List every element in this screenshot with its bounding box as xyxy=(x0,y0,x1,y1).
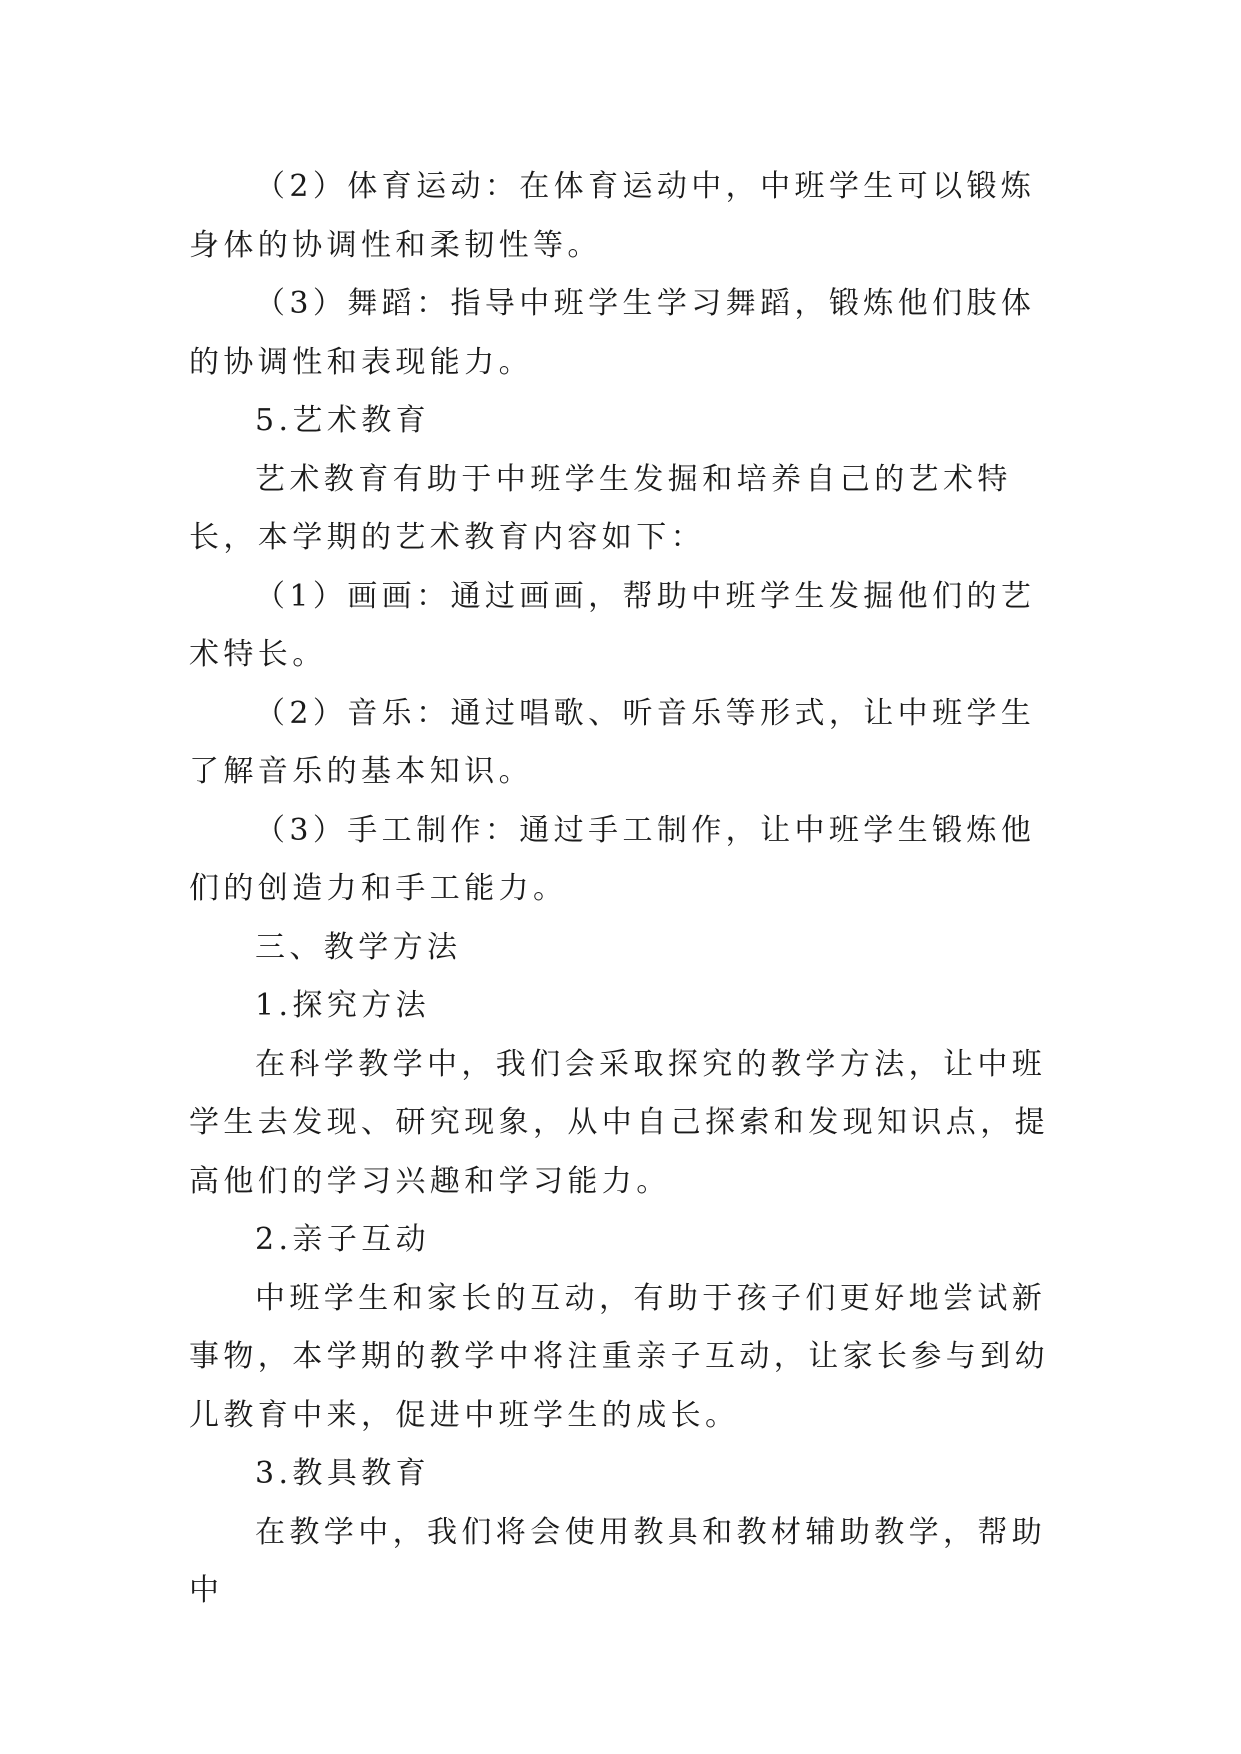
paragraph-sports: （2）体育运动：在体育运动中，中班学生可以锻炼身体的协调性和柔韧性等。 xyxy=(189,169,1036,263)
paragraph-inquiry-method: 在科学教学中，我们会采取探究的教学方法，让中班学生去发现、研究现象，从中自己探索和发现知识点，提高他们的学习兴趣和学习能力。 xyxy=(189,1046,1049,1199)
paragraph-music: （2）音乐：通过唱歌、听音乐等形式，让中班学生了解音乐的基本知识。 xyxy=(189,695,1036,789)
paragraph-dance: （3）舞蹈：指导中班学生学习舞蹈，锻炼他们肢体的协调性和表现能力。 xyxy=(189,286,1036,380)
section-heading-parent-child: 2.亲子互动 xyxy=(255,1222,431,1257)
paragraph-drawing: （1）画画：通过画画，帮助中班学生发掘他们的艺术特长。 xyxy=(189,578,1036,672)
paragraph-parent-child: 中班学生和家长的互动，有助于孩子们更好地尝试新事物，本学期的教学中将注重亲子互动，让家长参与到幼儿教育中来，促进中班学生的成长。 xyxy=(189,1280,1049,1433)
document-body xyxy=(189,158,1055,1621)
section-heading-art-education: 5.艺术教育 xyxy=(255,403,431,438)
paragraph-teaching-aids: 在教学中，我们将会使用教具和教材辅助教学，帮助中 xyxy=(189,1514,1047,1608)
chapter-heading-teaching-methods: 三、教学方法 xyxy=(255,929,462,965)
section-heading-teaching-aids: 3.教具教育 xyxy=(255,1456,431,1491)
section-heading-inquiry-method: 1.探究方法 xyxy=(255,988,431,1023)
paragraph-handicraft: （3）手工制作：通过手工制作，让中班学生锻炼他们的创造力和手工能力。 xyxy=(189,812,1036,906)
paragraph-art-intro: 艺术教育有助于中班学生发掘和培养自己的艺术特长，本学期的艺术教育内容如下： xyxy=(189,461,1012,555)
